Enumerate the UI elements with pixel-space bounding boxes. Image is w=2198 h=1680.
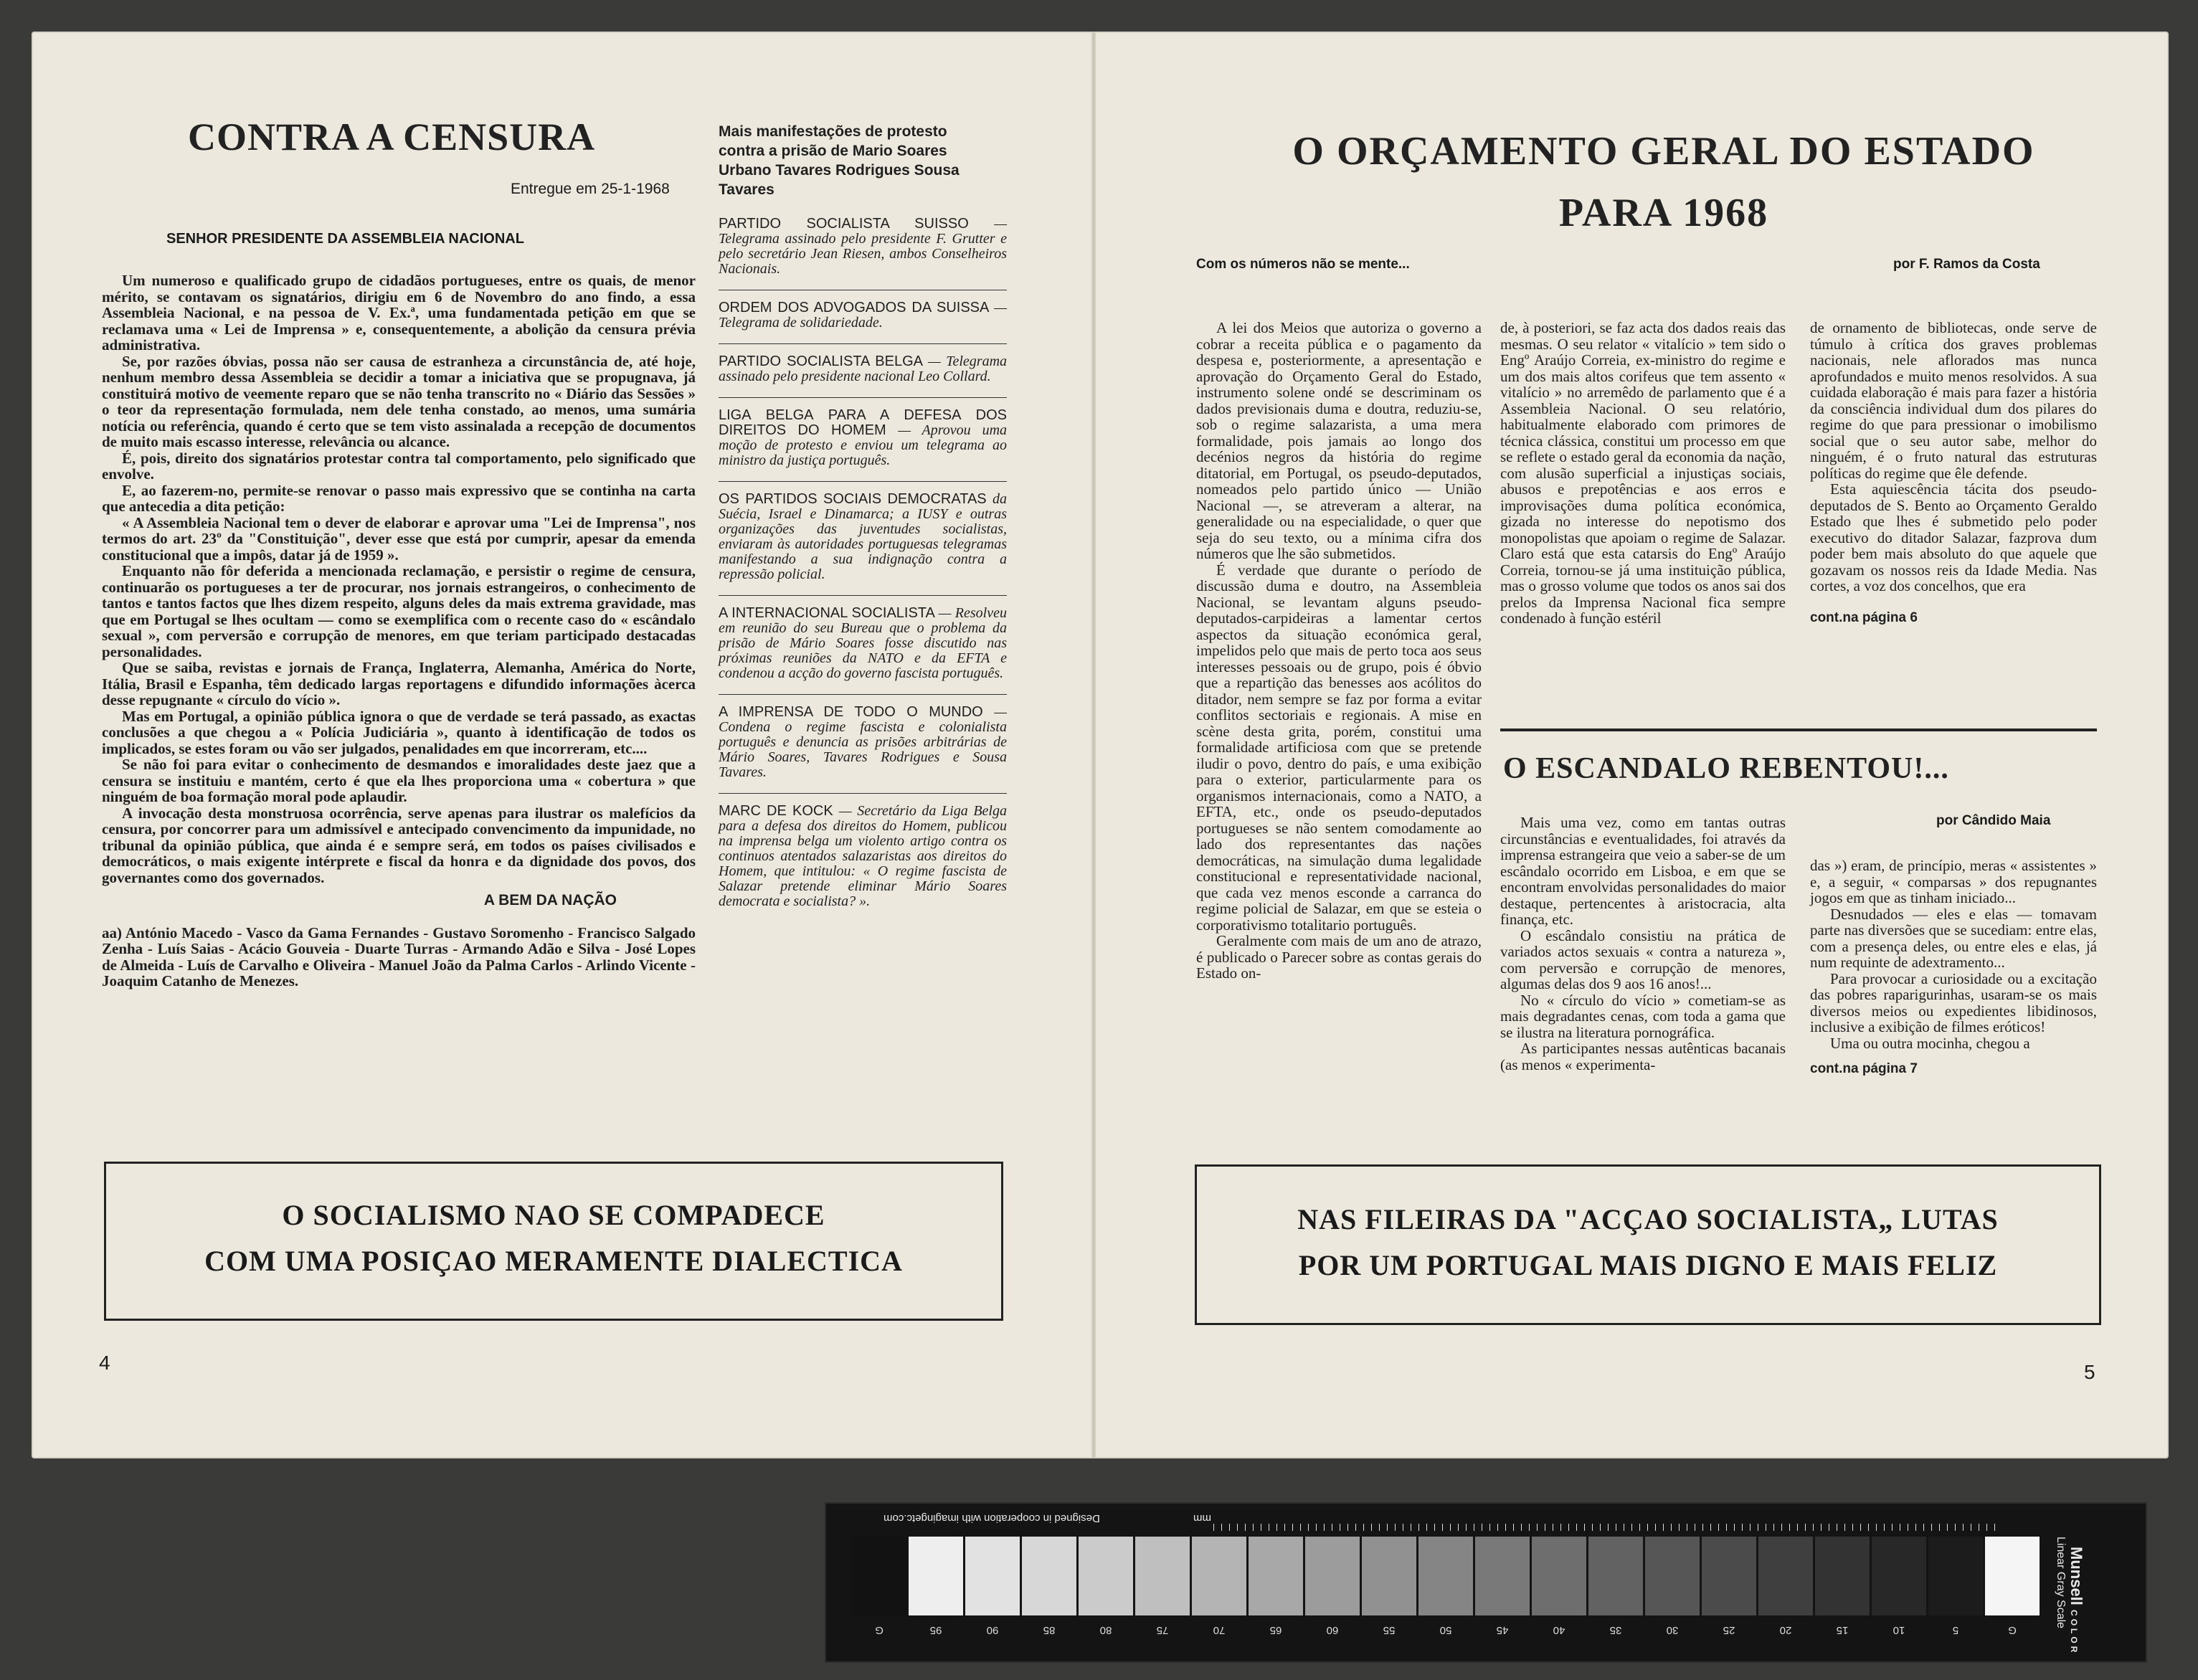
gray-swatch: [1702, 1537, 1756, 1615]
article-paragraph: O escândalo consistiu na prática de variados actos sexuais « contra a natureza », com perversão e corrupção de menores, algumas delas dos 9 aos 16 anos!...: [1500, 926, 1786, 992]
gray-swatch: [1022, 1537, 1076, 1615]
sidebar-item: [719, 606, 1007, 681]
article2-col-2: [1810, 858, 2097, 1078]
brand-name: Munsell: [2067, 1547, 2085, 1605]
article-paragraph: É verdade que durante o período de discussão duma e doutro, na Assembleia Nacional, se levantam alguns pseudo-deputados-carpideiras a lamentar certos aspectos da situação económica geral, impelidos pelo que mais de perto toca aos seus interesses pessoais ou de grupo, pois é óbvio que a repartição das benesses aos acólitos do ditador, nem sempre se faz por forma a evitar conflitos sectoriais e regionais. A mise en scène desta grita, porém, constitui uma formalidade artificiosa com que se pretende iludir o povo, dentro do país, e uma exibição para o exterior, particularmente para os organismos internacionais, como a NATO, a EFTA, etc., onde os pseudo-deputados portugueses se não sentem comodamente ao lado dos representantes das nações democráticas, na simulação duma legalidade constitucional e representatividade nacional, que cada vez menos esconde a carranca do regime policial de Salazar, em que se esteia o corporativismo totalitario português.: [1196, 561, 1482, 934]
gray-swatch: [1645, 1537, 1700, 1615]
slogan-line: COM UMA POSIÇAO MERAMENTE DIALECTICA: [204, 1245, 903, 1277]
gray-swatch-label: 35: [1609, 1624, 1622, 1636]
article-paragraph: Mais uma vez, como em tantas outras circunstâncias e eventualidades, foi através da imprensa estrangeira que veio a saber-se de um escândalo ocorrido em Lisboa, e em que se encontram envolvidas personalidades do maior destaque, pertencentes à aristocracia, alta finança, etc.: [1500, 814, 1786, 928]
section-rule: [1500, 729, 2097, 731]
article2-title: O ESCANDALO REBENTOU!...: [1503, 752, 1949, 785]
divider: [719, 481, 1007, 482]
gray-swatch: [1588, 1537, 1643, 1615]
sidebar-item-head: A IMPRENSA DE TODO O MUNDO: [719, 704, 983, 720]
sidebar-item: [719, 300, 1007, 331]
sidebar-heading: Mais manifestações de protesto contra a prisão de Mario Soares Urbano Tavares Rodrigues Sousa Tavares: [719, 123, 960, 198]
gray-swatch: [1475, 1537, 1530, 1615]
gray-swatch: [1815, 1537, 1870, 1615]
gray-swatch-label: G: [875, 1624, 884, 1636]
gray-swatch-label: 55: [1383, 1624, 1396, 1636]
brand-sub: COLOR: [2069, 1610, 2079, 1656]
gray-swatch-label: 30: [1666, 1624, 1679, 1636]
gray-swatch-label: 45: [1496, 1624, 1509, 1636]
sidebar-item-head: PARTIDO SOCIALISTA BELGA: [719, 353, 922, 369]
gray-swatch-label: 75: [1156, 1624, 1169, 1636]
gray-scale-card: [825, 1502, 2147, 1663]
sidebar-item: [719, 705, 1007, 780]
article2-col-1: [1500, 815, 1786, 1073]
continued-link[interactable]: cont.na página 6: [1810, 609, 1918, 625]
gray-swatch-label: 15: [1836, 1624, 1849, 1636]
sidebar-item-head: LIGA BELGA PARA A DEFESA DOS DIREITOS DO HOMEM: [719, 407, 1007, 438]
letter-paragraph: Enquanto não fôr deferida a mencionada reclamação, e persistir o regime de censura, continuarão os portugueses a ter de procurar, nos jornais estrangeiros, o conhecimento de tantos e tantos factos que lhes dizem respeito, alguns deles da mais extrema gravidade, mas que em Portugal se lhes ocultam — como se exemplifica com o recente caso do « escândalo sexual », com perversão e corrupção de menores, em que teriam participado destacadas personalidades.: [102, 562, 696, 660]
gray-swatch: [1928, 1537, 1983, 1615]
gray-swatch-label: 5: [1952, 1624, 1959, 1636]
card-credit: Designed in cooperation with imagingetc.com: [884, 1512, 1100, 1524]
article-paragraph: A lei dos Meios que autoriza o governo a cobrar a receita pública e o pagamento da despesa e, posteriormente, a apresentação e aprovação do Orçamento Geral do Estado, instrumento solene ondé se descriminam os dados previsionais duma e doutra, reduziu-se, sob o regime salazarista, a uma mera formalidade, pois jamais ao longo dos decénios negros da história do regime ditatorial, em Portugal, os pseudo-deputados, nomeados pelo partido único — União Nacional —, se atreveram a alterar, na generalidade ou na especialidade, o quer que seja do seu texto, ou a mínima cifra dos números que lhe são submetidos.: [1196, 319, 1482, 562]
letter-paragraph: « A Assembleia Nacional tem o dever de elaborar e aprovar uma "Lei de Imprensa", nos termos do art. 23º da "Constituição", dever esse que está por cumprir, apesar da emenda constitucional que a impôs, datar já de 1959 ».: [102, 513, 696, 564]
gray-swatch-label: 20: [1779, 1624, 1792, 1636]
article-col-3: [1810, 320, 2097, 626]
gray-swatch-label: 25: [1723, 1624, 1735, 1636]
byline: por F. Ramos da Costa: [1893, 257, 2040, 272]
article2-byline: por Cândido Maia: [1936, 813, 2051, 828]
sidebar-item-body: — Telegrama de solidariedade.: [719, 300, 1007, 331]
divider: [719, 793, 1007, 794]
sidebar-item-head: OS PARTIDOS SOCIAIS DEMOCRATAS: [719, 491, 987, 507]
sidebar-item: [719, 492, 1007, 582]
letter-paragraph: Que se saiba, revistas e jornais de França, Inglaterra, Alemanha, América do Norte, Itália, Brasil e Espanha, têm dedicado largas reportagens e difundido informações àcerca desse repugnante « círculo do vício ».: [102, 659, 696, 708]
gray-swatch-label: 40: [1553, 1624, 1565, 1636]
sidebar-item: [719, 408, 1007, 468]
gray-swatch-label: 65: [1269, 1624, 1282, 1636]
article-paragraph: Geralmente com mais de um ano de atrazo, é publicado o Parecer sobre as contas gerais do Estado on-: [1196, 932, 1482, 982]
article-paragraph: de, à posteriori, se faz acta dos dados reais das mesmas. O seu relator « vitalício » tem sido o Engº Araújo Correia, ex-ministro do regime e um dos mais altos corifeus que tem assento « vitalício » no arremêdo de parlamento que é a Assembleia Nacional. O seu relatório, habitualmente elaborado com primores de técnica clássica, constitui um processo em que se reflete o estado geral da economia da nação, com alusão superficial a injustiças sociais, abusos e prepotências e aos erros e improvisações duma política económica, gizada no interesse do nepotismo dos monopolistas que apoiam o regime de Salazar. Claro está que esta catarsis do Engº Araújo Correia, tornou-se já uma instituição pública, mas o grosso volume que todos os anos sai dos prelos da Imprensa Nacional fica sempre condenado à função estéril: [1500, 319, 1786, 627]
scale-name: Linear Gray Scale: [2055, 1537, 2067, 1629]
gray-swatch: [1985, 1537, 2040, 1615]
sidebar-item-body: — Telegrama assinado pelo presidente nacional Leo Collard.: [719, 353, 1008, 384]
article-paragraph: No « círculo do vício » cometiam-se as mais degradantes cenas, com toda a gama que se ilustra na literatura pornográfica.: [1500, 991, 1786, 1041]
divider: [719, 343, 1007, 344]
article-paragraph: As participantes nessas autênticas bacanais (as menos « experimenta-: [1500, 1040, 1786, 1073]
continued-link[interactable]: cont.na página 7: [1810, 1061, 1918, 1076]
gray-swatch: [1362, 1537, 1416, 1615]
gray-swatch: [1192, 1537, 1246, 1615]
letter-paragraph: A invocação desta monstruosa ocorrência, serve apenas para ilustrar os malefícios da censura, por concorrer para um admissível e antecipado convencimento da impunidade, no tribunal da opinião pública, que ainda é e sempre será, em todos os países civilisados e democráticos, o mais exigente intérprete e fiscal da honra e da dignidade dos povos, dos governantes como dos governados.: [102, 804, 696, 886]
sidebar-item: [719, 217, 1007, 277]
page-number-right: 5: [2084, 1361, 2095, 1383]
sidebar-item-body: — Aprovou uma moção de protesto e enviou um telegrama ao ministro da justiça português.: [719, 422, 1008, 468]
article-paragraph: de ornamento de bibliotecas, onde serve de túmulo à crítica dos graves problemas nacionais, nele aflorados mas nunca aprofundados e muito menos resolvidos. A sua cuidada elaboração é mais para fazer a história da consciência individual dum dos pilares do regime do que para pressionar o imobilismo social que o seu autor sabe, melhor do ninguém, é o fruto natural das estruturas políticas do regime que êle defende.: [1810, 319, 2097, 482]
sidebar-item-body: — Condena o regime fascista e colonialista português e denuncia as prisões arbitrárias de Mário Soares, Tavares Rodrigues e Sousa Tavares.: [719, 704, 1007, 780]
gray-swatch-label: 50: [1439, 1624, 1452, 1636]
gray-swatch: [909, 1537, 963, 1615]
article-paragraph: das ») eram, de princípio, meras « assistentes » e, a seguir, « comparsas » dos repugnantes jogos em que as tinham iniciado...: [1810, 857, 2097, 906]
gray-swatch: [1758, 1537, 1813, 1615]
gray-swatch: [1532, 1537, 1586, 1615]
right-title-line: O ORÇAMENTO GERAL DO ESTADO: [1292, 129, 2035, 174]
gray-swatch: [1305, 1537, 1360, 1615]
gray-swatch-label: 95: [929, 1624, 942, 1636]
gray-swatch: [852, 1537, 906, 1615]
right-slogan-box: [1195, 1164, 2101, 1325]
gray-swatch: [1135, 1537, 1190, 1615]
gray-swatch-label: 10: [1893, 1624, 1905, 1636]
page-number-left: 4: [99, 1352, 110, 1374]
sidebar-item-head: A INTERNACIONAL SOCIALISTA: [719, 605, 934, 621]
sidebar-item: [719, 804, 1007, 909]
divider: [719, 595, 1007, 596]
left-sidebar: [719, 122, 1007, 922]
sidebar-item-head: ORDEM DOS ADVOGADOS DA SUISSA: [719, 300, 989, 315]
left-letter-body: [102, 272, 696, 990]
gray-swatch: [1079, 1537, 1133, 1615]
addressee: SENHOR PRESIDENTE DA ASSEMBLEIA NACIONAL: [166, 231, 524, 247]
gray-swatch: [1249, 1537, 1303, 1615]
slogan-line: O SOCIALISMO NAO SE COMPADECE: [282, 1199, 825, 1231]
letter-paragraph: Se, por razões óbvias, possa não ser causa de estranheza a circunstância de, até hoje, nenhum membro dessa Assembleia se decidir a tomar a iniciativa que se propugnava, já constituirá motivo de veemente reparo que se não tenha transcrito no « Diário das Sessões » o teor da representação formulada, nem dele tenha constado, ao menos, uma sumária notícia ou referência, quando é certo que se tem visto assinalada a recepção de documentos de muito mais escasso interesse, relevância ou alcance.: [102, 352, 696, 450]
right-title-line: PARA 1968: [1558, 191, 1769, 235]
gray-swatch-label: G: [2008, 1624, 2017, 1636]
sidebar-item-body: — Telegrama assinado pelo presidente F. Grutter e pelo secretário Jean Riesen, ambos Conselheiros Nacionais.: [719, 216, 1007, 277]
article-paragraph: Esta aquiescência tácita dos pseudo-deputados de S. Bento ao Orçamento Geraldo Estado que lhes é submetido pelo poder executivo do ditador Salazar, fazprova dum poder bem mais absoluto do que aquele que gozavam os nossos reis da Idade Media. Nas cortes, a voz dos concelhos, que era: [1810, 480, 2097, 594]
letter-closing: A BEM DA NAÇÃO: [483, 892, 617, 908]
letter-paragraph: Mas em Portugal, a opinião pública ignora o que de verdade se terá passado, as exactas conclusões a que chegou a « Polícia Judiciária », quanto à identificação de todos os implicados, se estes foram ou vão ser julgados, penalidades em que incorreram, etc....: [102, 707, 696, 757]
sidebar-item-body: da Suécia, Israel e Dinamarca; a IUSY e outras organizações das juventudes socialistas, enviaram às autoridades portuguesas telegramas manifestando a sua indignação contra a repressão policial.: [719, 491, 1007, 582]
gray-swatch-label: 80: [1099, 1624, 1112, 1636]
letter-paragraph: Um numeroso e qualificado grupo de cidadãos portugueses, entre os quais, de menor mérito, se contavam os signatários, dirigiu em 6 de Novembro do ano findo, a essa Assembleia Nacional, e na pessoa de V. Ex.ª, uma fundamentada petição em que se reclamava uma « Lei de Imprensa » e, consequentemente, a abolição da censura prévia administrativa.: [102, 272, 696, 353]
card-unit: mm: [1193, 1512, 1211, 1524]
slogan-line: NAS FILEIRAS DA "ACÇAO SOCIALISTA„ LUTAS: [1297, 1203, 1999, 1235]
mm-ruler: [1213, 1524, 2002, 1531]
slogan-line: POR UM PORTUGAL MAIS DIGNO E MAIS FELIZ: [1298, 1249, 1998, 1281]
article-paragraph: Para provocar a curiosidade ou a excitação das pobres raparigurinhas, usaram-se os mais diversos meios ou expedientes libidinosos, inclusive a exibição de filmes eróticos!: [1810, 969, 2097, 1035]
sidebar-item: [719, 354, 1007, 384]
divider: [719, 694, 1007, 695]
center-fold: [1091, 32, 1096, 1458]
kicker: Com os números não se mente...: [1196, 257, 1410, 272]
article-col-2: [1500, 320, 1786, 627]
article-col-1: [1196, 320, 1482, 982]
card-brand: [2067, 1547, 2085, 1661]
article-paragraph: Uma ou outra mocinha, chegou a: [1830, 1034, 2030, 1052]
gray-swatch-label: 60: [1326, 1624, 1339, 1636]
gray-swatch-label: 90: [986, 1624, 999, 1636]
gray-swatch-label: 70: [1213, 1624, 1226, 1636]
right-title: [1190, 120, 2137, 244]
sidebar-item-body: — Resolveu em reunião do seu Bureau que o problema da prisão de Mário Soares fosse discutido nas próximas reuniões da NATO e da EFTA e condenou a acção do governo fascista português.: [719, 605, 1007, 681]
letter-paragraph: É, pois, direito dos signatários protestar contra tal comportamento, pelo significado que envolve.: [102, 449, 696, 483]
signatories: aa) António Macedo - Vasco da Gama Fernandes - Gustavo Soromenho - Francisco Salgado Zenha - Luís Saias - Acácio Gouveia - Duarte Turras - Armando Adão e Silva - José Lopes de Almeida - Luís de Carvalho e Oliveira - Manuel João da Palma Carlos - Arlindo Vicente - Joaquim Catanho de Menezes.: [102, 924, 696, 990]
left-slogan-box: [104, 1162, 1003, 1321]
divider: [719, 397, 1007, 398]
sidebar-item-body: — Secretário da Liga Belga para a defesa dos direitos do Homem, publicou na imprensa belga um violento artigo contra os continuos atentados salazaristas aos direitos do Homem, que intitulou: « O regime fascista de Salazar pretende eliminar Mário Soares democrata e socialista? ».: [719, 803, 1007, 909]
letter-paragraph: E, ao fazerem-no, permite-se renovar o passo mais expressivo que se continha na carta que antecedia a dita petição:: [102, 481, 696, 515]
gray-swatch: [1872, 1537, 1926, 1615]
left-title: CONTRA A CENSURA: [188, 115, 596, 158]
sidebar-item-head: PARTIDO SOCIALISTA SUISSO: [719, 216, 969, 232]
gray-swatch-label: 85: [1043, 1624, 1056, 1636]
sidebar-item-head: MARC DE KOCK: [719, 803, 833, 819]
gray-swatch: [965, 1537, 1020, 1615]
article-paragraph: Desnudados — eles e elas — tomavam parte nas diversões que se sucediam: entre elas, com a presença deles, ou entre eles e elas, já num requinte de adextramento...: [1810, 905, 2097, 971]
letter-paragraph: Se não foi para evitar o conhecimento de desmandos e imoralidades deste jaez que a censura se instituiu e mantém, certo é que ela lhes proporciona uma « cobertura » que ninguém de boa formação moral pode aplaudir.: [102, 756, 696, 805]
left-date: Entregue em 25-1-1968: [511, 181, 670, 197]
gray-swatch: [1418, 1537, 1473, 1615]
